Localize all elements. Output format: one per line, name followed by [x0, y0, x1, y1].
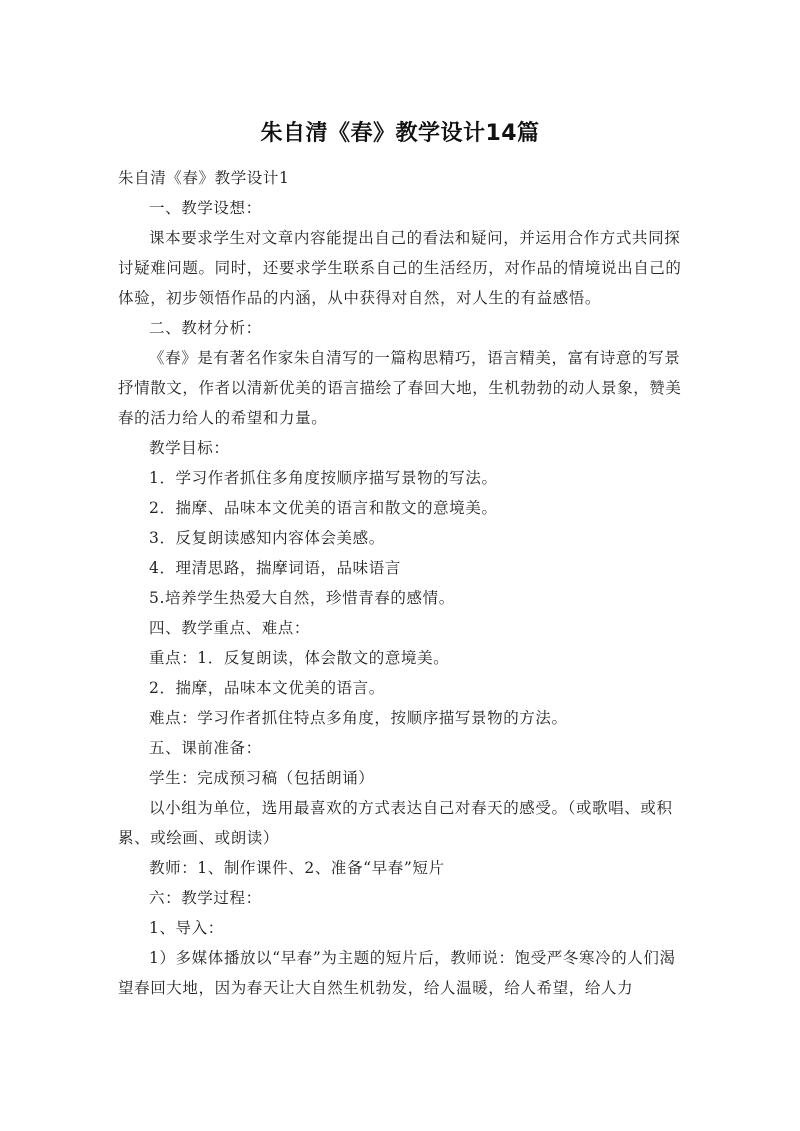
- paragraph: 二、教材分析：: [149, 319, 262, 337]
- paragraph: 2．揣摩，品味本文优美的语言。: [149, 679, 385, 697]
- paragraph: 一、教学设想：: [149, 199, 262, 217]
- paragraph: 课本要求学生对文章内容能提出自己的看法和疑问，并运用合作方式共同探讨疑难问题。同时，还要求学生联系自己的生活经历，对作品的情境说出自己的体验，初步领悟作品的内涵，从中获得对自然，对人生的有益感悟。: [118, 229, 682, 307]
- paragraph: 教师：1、制作课件、2、准备“早春”短片: [149, 859, 445, 877]
- paragraph: 5.培养学生热爱大自然，珍惜青春的感情。: [149, 589, 455, 607]
- paragraph: 1）多媒体播放以“早春”为主题的短片后，教师说：饱受严冬寒冷的人们渴望春回大地，因为春天让大自然生机勃发，给人温暖，给人希望，给人力: [118, 949, 676, 997]
- paragraph: 学生：完成预习稿（包括朗诵）: [149, 769, 375, 787]
- paragraph: 《春》是有著名作家朱自清写的一篇构思精巧，语言精美，富有诗意的写景抒情散文，作者以清新优美的语言描绘了春回大地，生机勃勃的动人景象，赞美春的活力给人的希望和力量。: [118, 349, 682, 427]
- section-heading: 朱自清《春》教学设计1: [118, 169, 290, 187]
- paragraph: 以小组为单位，选用最喜欢的方式表达自己对春天的感受。（或歌唱、或积累、或绘画、或朗读）: [118, 799, 673, 847]
- paragraph: 四、教学重点、难点：: [149, 619, 311, 637]
- paragraph: 五、课前准备：: [149, 739, 262, 757]
- paragraph: 六：教学过程：: [149, 889, 262, 907]
- paragraph: 3．反复朗读感知内容体会美感。: [149, 529, 385, 547]
- paragraph: 重点：1．反复朗读，体会散文的意境美。: [149, 649, 450, 667]
- paragraph: 2．揣摩、品味本文优美的语言和散文的意境美。: [149, 499, 498, 517]
- paragraph: 1、导入：: [149, 919, 224, 937]
- paragraph: 1．学习作者抓住多角度按顺序描写景物的写法。: [149, 469, 498, 487]
- paragraph: 4．理清思路，揣摩词语，品味语言: [149, 559, 401, 577]
- paragraph: 教学目标：: [149, 439, 230, 457]
- paragraph: 难点：学习作者抓住特点多角度，按顺序描写景物的方法。: [149, 709, 568, 727]
- document-title: 朱自清《春》教学设计14篇: [260, 121, 540, 146]
- document-body: [118, 163, 684, 1003]
